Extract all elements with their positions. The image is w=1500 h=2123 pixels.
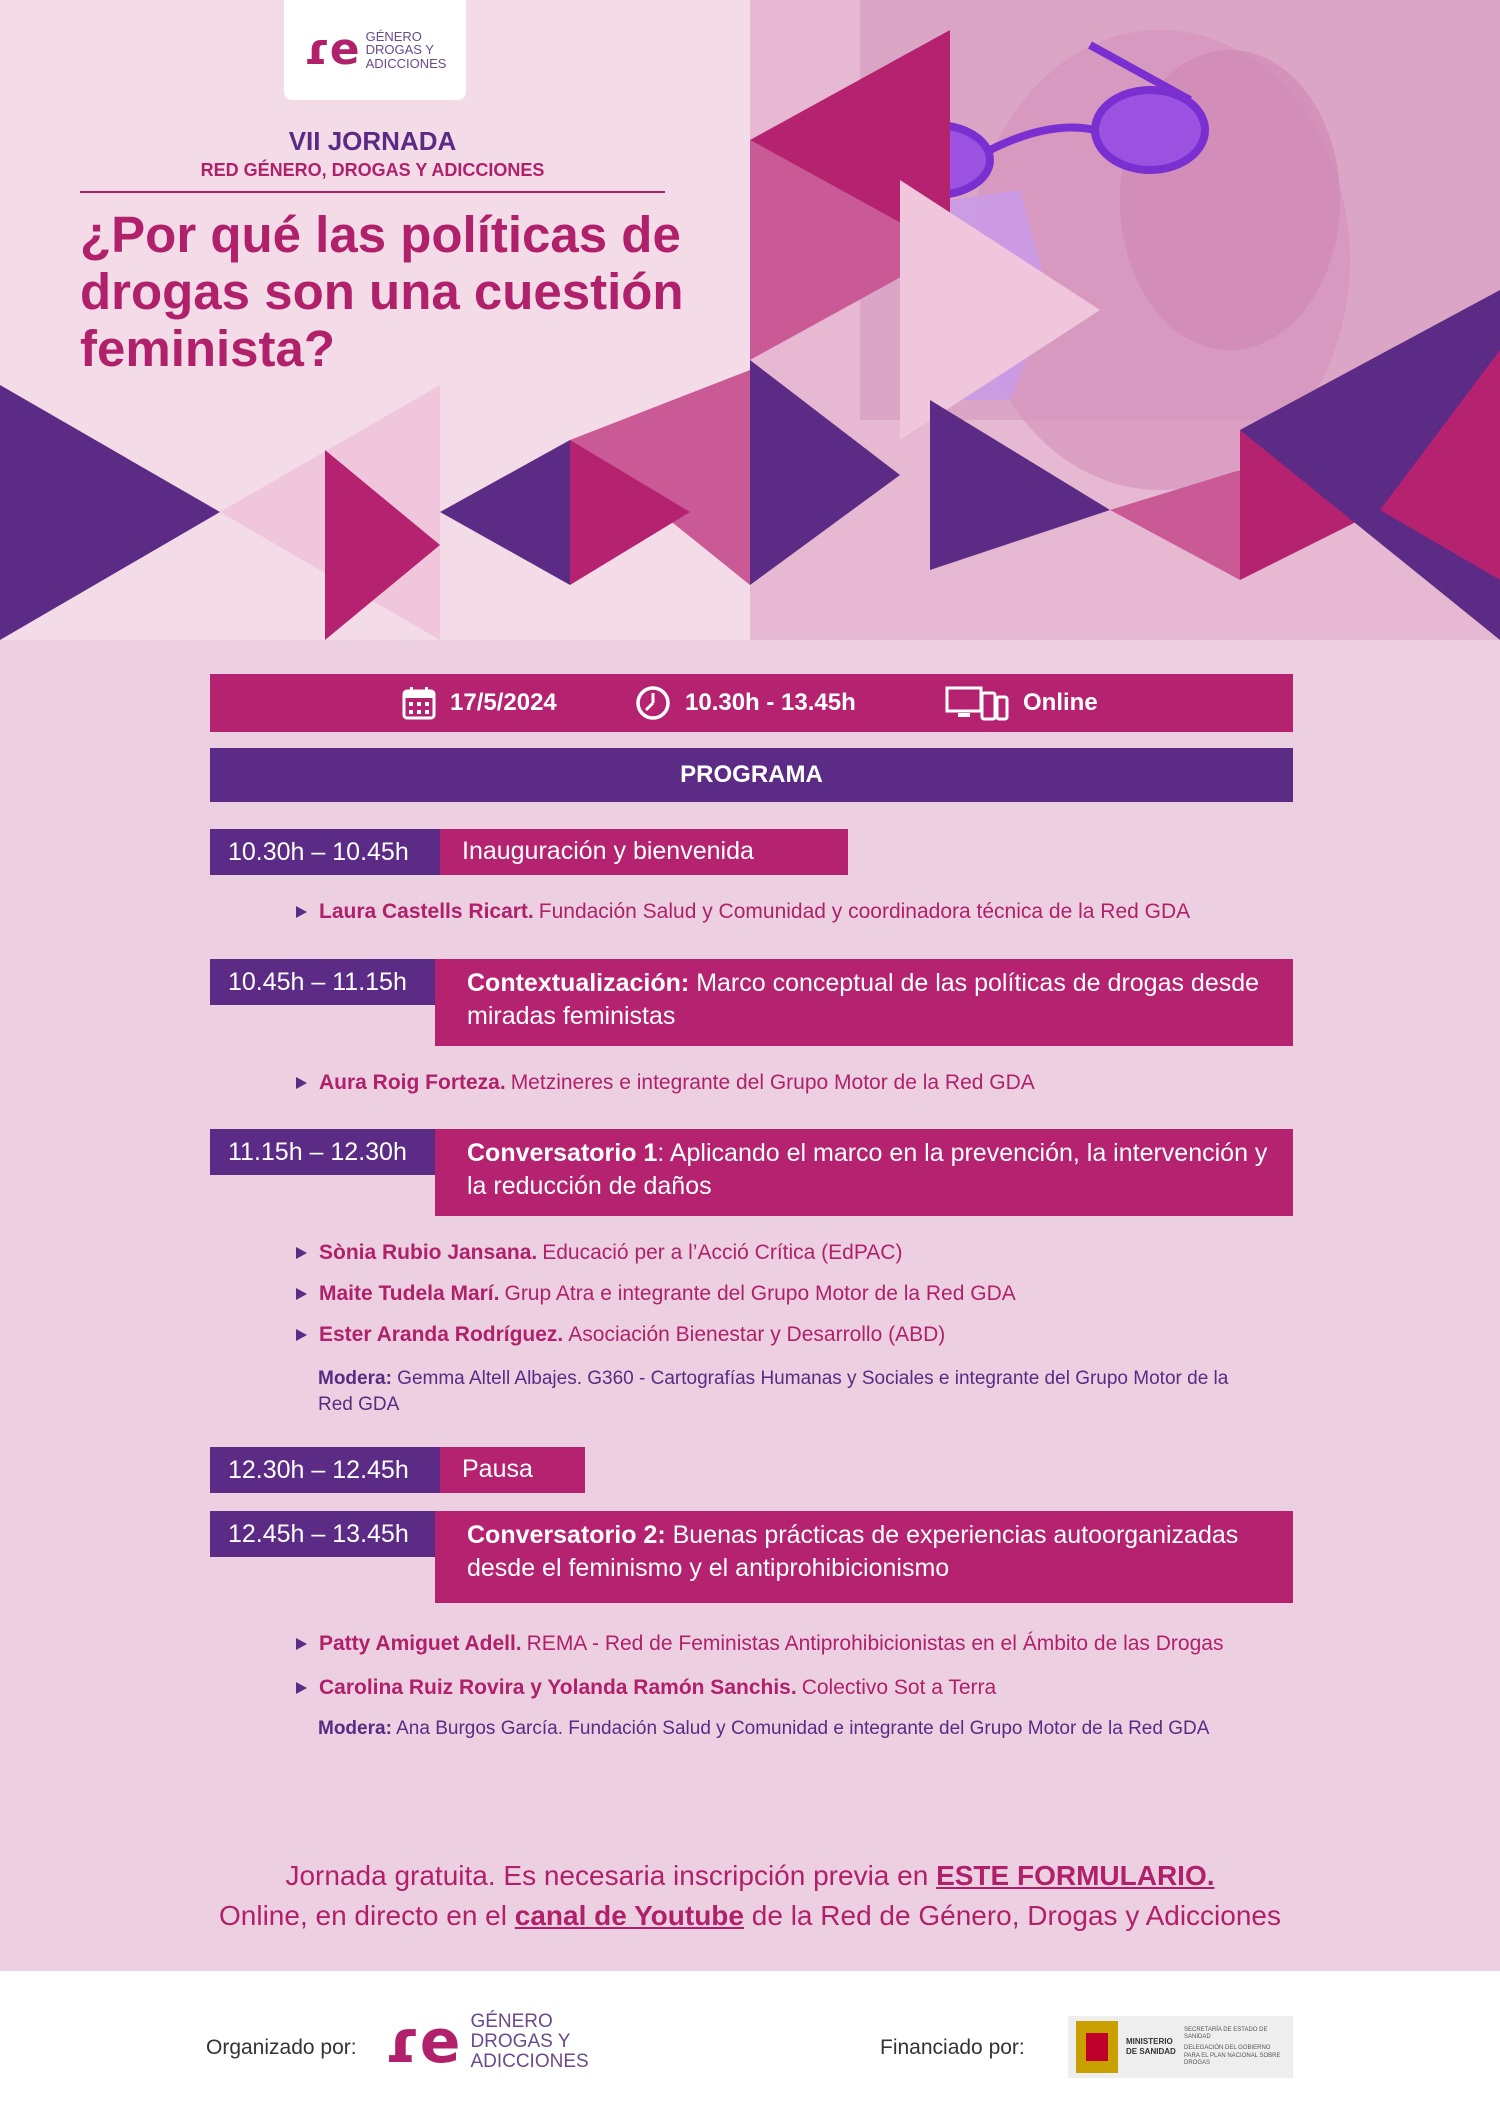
logo-mark: ɾe <box>384 2007 461 2077</box>
speaker-org: Educació per a l’Acció Crítica (EdPAC) <box>542 1241 903 1264</box>
event-edition-block <box>80 126 665 193</box>
financed-label: Financiado por: <box>880 2036 1025 2059</box>
program-header: PROGRAMA <box>210 748 1293 802</box>
speaker-item <box>296 1632 1223 1656</box>
session-title: Conversatorio 2: Buenas prácticas de experiencias autoorganizadas desde el feminismo y el antiprohibicionismo <box>435 1511 1293 1603</box>
speaker-name: Patty Amiguet Adell. <box>319 1632 522 1655</box>
bullet-triangle-icon <box>296 1329 307 1341</box>
speaker-name: Carolina Ruiz Rovira y Yolanda Ramón Sanchis. <box>319 1676 797 1699</box>
divider <box>80 191 665 193</box>
bullet-triangle-icon <box>296 1638 307 1650</box>
speaker-name: Laura Castells Ricart. <box>319 900 534 923</box>
moderator-note: Modera: Gemma Altell Albajes. G360 - Cartografías Humanas y Sociales e integrante del Grupo Motor de la Red GDA <box>318 1368 1229 1415</box>
speaker-org: Colectivo Sot a Terra <box>801 1676 997 1699</box>
logo-text: GÉNERO DROGAS Y ADICCIONES <box>470 2011 589 2072</box>
registration-form-link[interactable]: ESTE FORMULARIO. <box>936 1860 1215 1891</box>
session-time: 10.30h – 10.45h <box>210 829 440 875</box>
session-time: 11.15h – 12.30h <box>210 1129 450 1175</box>
event-mode: Online <box>1023 689 1098 716</box>
date-info <box>402 686 557 720</box>
calendar-icon <box>402 686 436 720</box>
logo-mark: ɾe <box>303 24 360 75</box>
moderator-note: Modera: Ana Burgos García. Fundación Salud y Comunidad e integrante del Grupo Motor de la Red GDA <box>318 1718 1210 1739</box>
session-title: Contextualización: Marco conceptual de las políticas de drogas desde miradas feministas <box>435 959 1293 1046</box>
time-info <box>635 685 856 721</box>
speaker-org: REMA - Red de Feministas Antiprohibicionistas en el Ámbito de las Drogas <box>526 1632 1224 1655</box>
coat-of-arms-icon <box>1076 2021 1118 2073</box>
speaker-org: Fundación Salud y Comunidad y coordinadora técnica de la Red GDA <box>538 900 1191 923</box>
bullet-triangle-icon <box>296 1288 307 1300</box>
speaker-item <box>296 900 1190 924</box>
bullet-triangle-icon <box>296 1077 307 1089</box>
youtube-channel-link[interactable]: canal de Youtube <box>514 1900 744 1931</box>
speaker-name: Ester Aranda Rodríguez. <box>319 1323 564 1346</box>
session-time: 12.45h – 13.45h <box>210 1511 450 1557</box>
session-time: 10.45h – 11.15h <box>210 959 450 1005</box>
network-label: RED GÉNERO, DROGAS Y ADICCIONES <box>200 160 545 180</box>
event-time: 10.30h - 13.45h <box>685 689 856 716</box>
edition-label: VII JORNADA <box>288 126 457 156</box>
speaker-item <box>296 1676 996 1700</box>
speaker-org: Asociación Bienestar y Desarrollo (ABD) <box>568 1323 946 1346</box>
organized-label: Organizado por: <box>206 2036 357 2059</box>
speaker-item <box>296 1282 1016 1306</box>
bullet-triangle-icon <box>296 1247 307 1259</box>
session-title: Conversatorio 1: Aplicando el marco en la prevención, la intervención y la reducción de daños <box>435 1129 1293 1216</box>
page-title: ¿Por qué las políticas de drogas son una cuestión feminista? <box>80 206 684 378</box>
speaker-item <box>296 1323 945 1347</box>
speaker-org: Metzineres e integrante del Grupo Motor de la Red GDA <box>510 1071 1035 1094</box>
speaker-item <box>296 1241 902 1265</box>
ministry-secretariat: SECRETARÍA DE ESTADO DE SANIDAD <box>1184 2027 1268 2041</box>
speaker-item <box>296 1071 1035 1095</box>
youtube-note: Online, en directo en el canal de Youtube de la Red de Género, Drogas y Adicciones <box>219 1900 1281 1931</box>
speaker-name: Aura Roig Forteza. <box>319 1071 506 1094</box>
speaker-name: Sònia Rubio Jansana. <box>319 1241 538 1264</box>
bullet-triangle-icon <box>296 1682 307 1694</box>
speaker-name: Maite Tudela Marí. <box>319 1282 500 1305</box>
header-logo <box>284 0 466 100</box>
ministry-name: MINISTERIO DE SANIDAD <box>1126 2037 1176 2056</box>
hero-banner <box>0 0 1500 640</box>
logo-text: GÉNERO DROGAS Y ADICCIONES <box>365 28 447 71</box>
registration-note: Jornada gratuita. Es necesaria inscripción previa en ESTE FORMULARIO. <box>285 1860 1215 1891</box>
session-title: Pausa <box>440 1447 585 1493</box>
devices-icon <box>945 685 1009 721</box>
clock-icon <box>635 685 671 721</box>
speaker-org: Grup Atra e integrante del Grupo Motor de la Red GDA <box>504 1282 1016 1305</box>
ministry-logo <box>1068 2016 1293 2078</box>
ministry-delegation: DELEGACIÓN DEL GOBIERNO PARA EL PLAN NACIONAL SOBRE DROGAS <box>1184 2045 1281 2066</box>
session-title: Inauguración y bienvenida <box>440 829 848 875</box>
mode-info <box>945 685 1098 721</box>
organizer-logo <box>384 2007 589 2077</box>
event-date: 17/5/2024 <box>450 689 557 716</box>
session-time: 12.30h – 12.45h <box>210 1447 450 1493</box>
bullet-triangle-icon <box>296 906 307 918</box>
event-info-bar <box>210 674 1293 732</box>
